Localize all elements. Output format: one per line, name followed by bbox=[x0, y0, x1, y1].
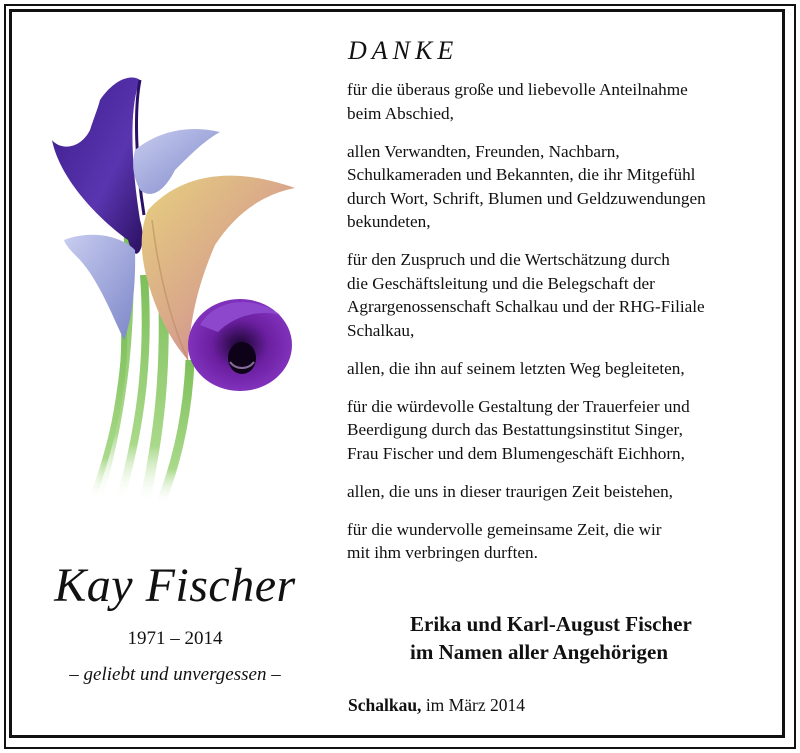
thanks-paragraph: für die überaus große und liebevolle Anteilnahme beim Abschied, bbox=[347, 80, 688, 123]
thanks-paragraph: für den Zuspruch und die Wertschätzung durch die Geschäftsleitung und die Belegschaft der Agrargenossenschaft Schalkau und der RHG-Filiale Schalkau, bbox=[347, 250, 705, 340]
thanks-paragraph: allen, die uns in dieser traurigen Zeit beistehen, bbox=[347, 481, 673, 501]
thanks-heading: DANKE bbox=[348, 36, 459, 65]
place-town: Schalkau, bbox=[348, 695, 422, 715]
memorial-motto: – geliebt und unvergessen – bbox=[69, 664, 281, 685]
thanks-text bbox=[347, 78, 777, 579]
thanks-paragraph: für die würdevolle Gestaltung der Trauerfeier und Beerdigung durch das Bestattungsinstitut Singer, Frau Fischer und dem Blumengeschäft Eichhorn, bbox=[347, 396, 690, 463]
calla-lily-illustration bbox=[40, 70, 310, 510]
thanks-paragraph: allen, die ihn auf seinem letzten Weg begleiteten, bbox=[347, 358, 685, 378]
deceased-name: Kay Fischer bbox=[54, 559, 296, 612]
family-signature: Erika und Karl-August Fischer im Namen aller Angehörigen bbox=[410, 612, 692, 664]
place-month: im März 2014 bbox=[421, 695, 525, 715]
life-years: 1971 – 2014 bbox=[127, 628, 223, 649]
thanks-paragraph: allen Verwandten, Freunden, Nachbarn, Schulkameraden und Bekannten, die ihr Mitgefühl durch Wort, Schrift, Blumen und Geldzuwendungen bekundeten, bbox=[347, 141, 706, 231]
thanks-paragraph: für die wundervolle gemeinsame Zeit, die wir mit ihm verbringen durften. bbox=[347, 519, 662, 562]
place-date bbox=[348, 695, 525, 716]
